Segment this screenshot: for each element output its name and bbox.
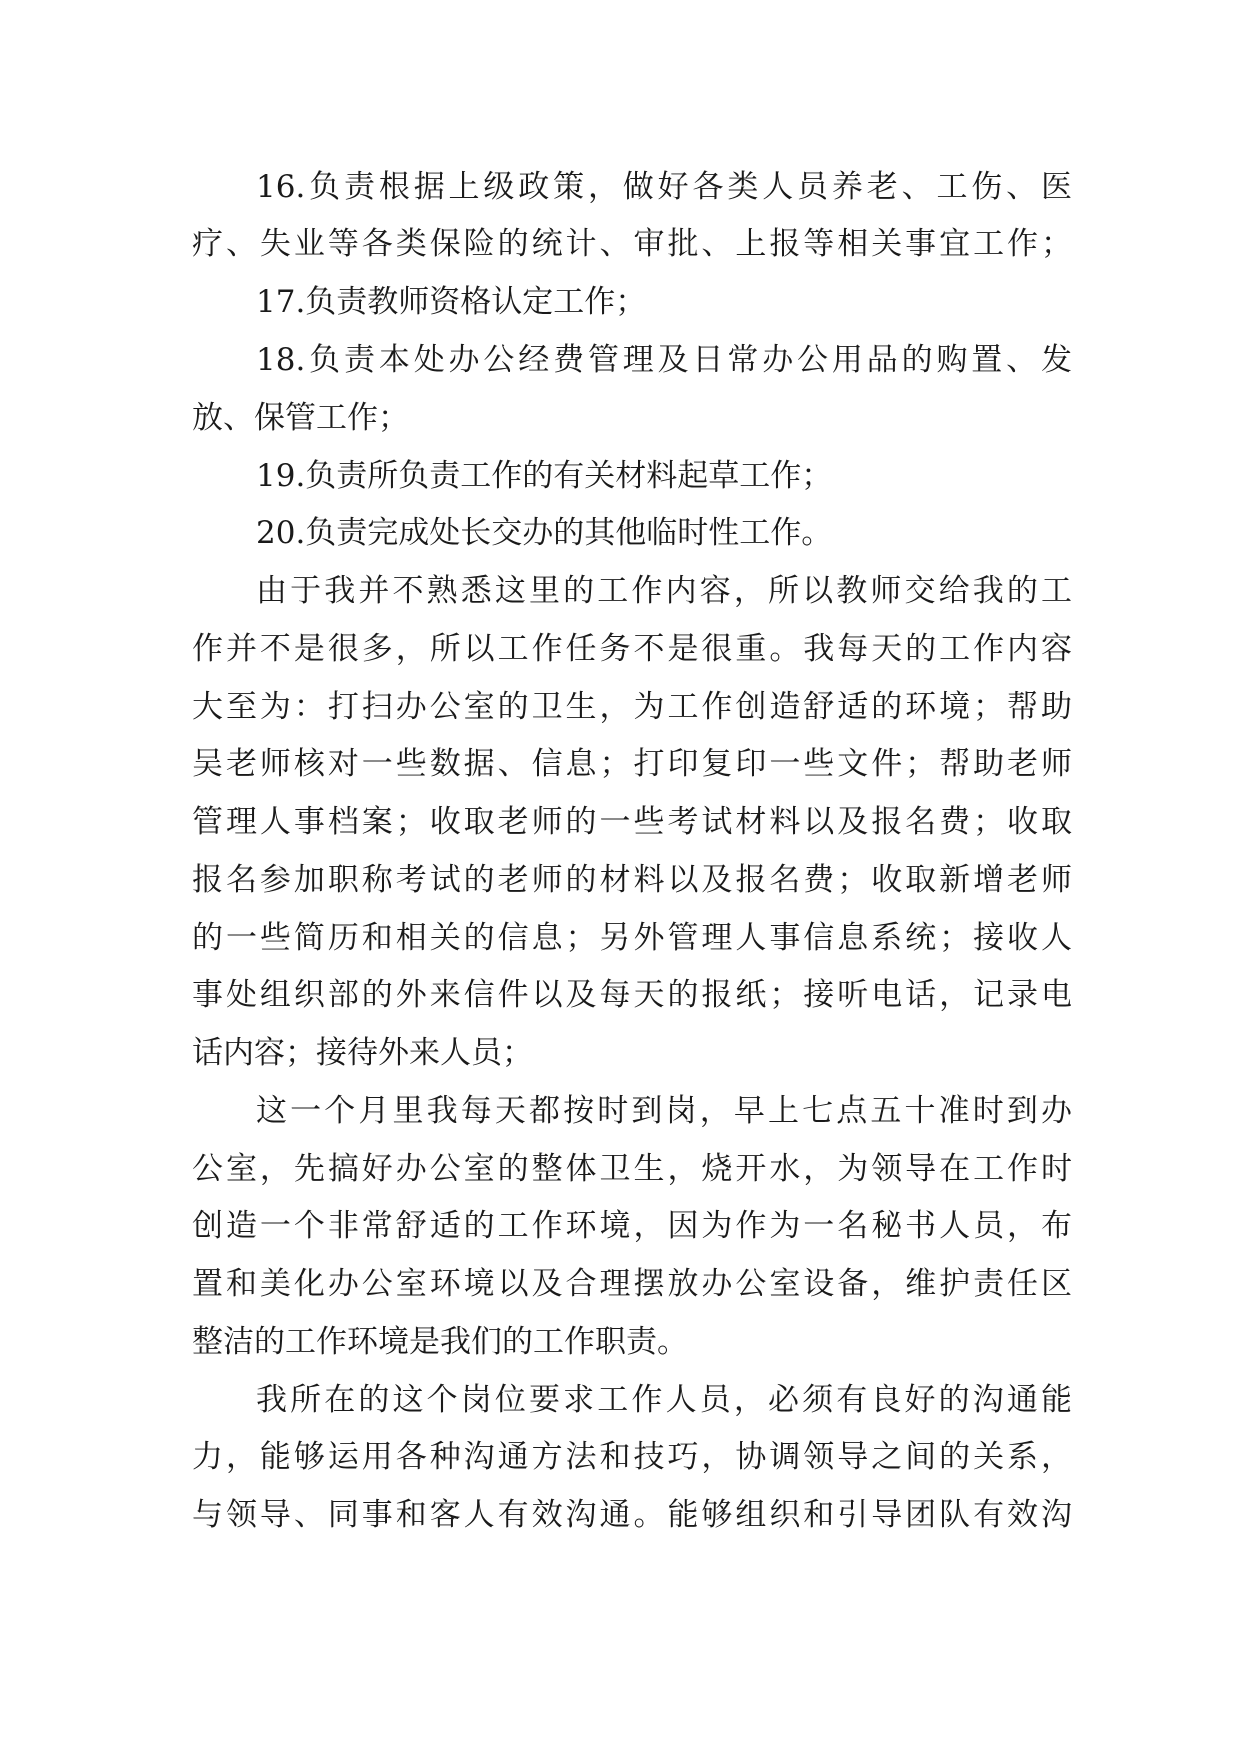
text-line: 话内容；接待外来人员；	[192, 1035, 533, 1071]
text-line: 作并不是很多，所以工作任务不是很重。我每天的工作内容	[192, 631, 1072, 667]
text-line: 19.负责所负责工作的有关材料起草工作；	[256, 458, 833, 494]
text-line: 整洁的工作环境是我们的工作职责。	[192, 1324, 688, 1360]
text-line: 事处组织部的外来信件以及每天的报纸；接听电话，记录电	[192, 977, 1072, 1013]
text-line: 报名参加职称考试的老师的材料以及报名费；收取新增老师	[192, 862, 1072, 898]
text-line: 大至为：打扫办公室的卫生，为工作创造舒适的环境；帮助	[192, 689, 1072, 725]
text-line: 这一个月里我每天都按时到岗，早上七点五十准时到办	[256, 1093, 1072, 1129]
text-line: 的一些简历和相关的信息；另外管理人事信息系统；接收人	[192, 920, 1072, 956]
text-line: 18.负责本处办公经费管理及日常办公用品的购置、发	[256, 342, 1072, 378]
text-line: 疗、失业等各类保险的统计、审批、上报等相关事宜工作；	[192, 226, 1072, 262]
text-line: 管理人事档案；收取老师的一些考试材料以及报名费；收取	[192, 804, 1072, 840]
text-line: 置和美化办公室环境以及合理摆放办公室设备，维护责任区	[192, 1266, 1072, 1302]
text-line: 20.负责完成处长交办的其他临时性工作。	[256, 515, 833, 551]
text-line: 放、保管工作；	[192, 400, 409, 436]
text-line: 16.负责根据上级政策，做好各类人员养老、工伤、医	[256, 169, 1072, 205]
text-line: 公室，先搞好办公室的整体卫生，烧开水，为领导在工作时	[192, 1151, 1072, 1187]
text-line: 吴老师核对一些数据、信息；打印复印一些文件；帮助老师	[192, 746, 1072, 782]
text-line: 17.负责教师资格认定工作；	[256, 284, 647, 320]
text-line: 力，能够运用各种沟通方法和技巧，协调领导之间的关系，	[192, 1439, 1072, 1475]
text-line: 我所在的这个岗位要求工作人员，必须有良好的沟通能	[256, 1382, 1072, 1418]
text-line: 与领导、同事和客人有效沟通。能够组织和引导团队有效沟	[192, 1497, 1072, 1533]
text-line: 创造一个非常舒适的工作环境，因为作为一名秘书人员，布	[192, 1208, 1072, 1244]
text-line: 由于我并不熟悉这里的工作内容，所以教师交给我的工	[256, 573, 1072, 609]
